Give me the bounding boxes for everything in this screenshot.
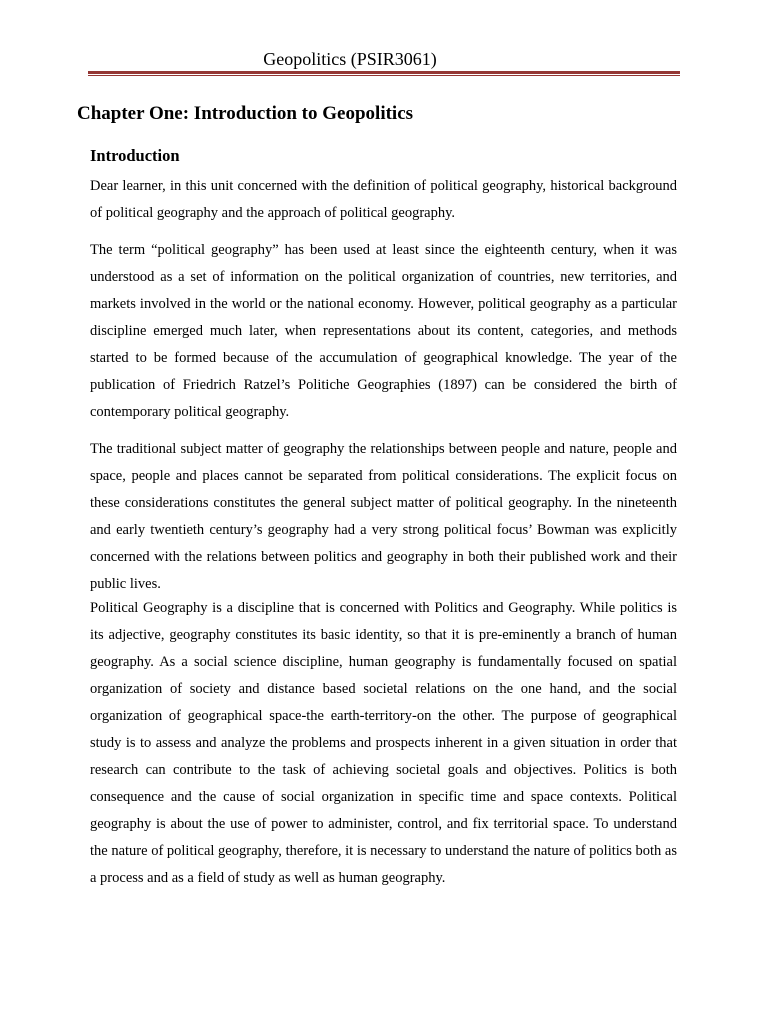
header-rule	[88, 71, 680, 77]
running-header: Geopolitics (PSIR3061)	[263, 49, 437, 69]
chapter-title: Chapter One: Introduction to Geopolitics	[77, 103, 414, 124]
header-rule-thick-line	[88, 71, 680, 74]
paragraph-discipline-definition: Political Geography is a discipline that is concerned with Politics and Geography. While politics is its adjective, geography constitutes its basic identity, so that it is pre-eminently a branch of human geography. As a social science discipline, human geography is fundamentally focused on spatial organization of society and distance based societal relations on the one hand, and the social organization of geographical space-the earth-territory-on the other. The purpose of geographical study is to assess and analyze the problems and prospects inherent in a given situation in order that research can contribute to the task of achieving societal goals and objectives. Politics is both consequence and the cause of social organization in specific time and space contexts. Political geography is about the use of power to administer, control, and fix territorial space. To understand the nature of political geography, therefore, it is necessary to understand the nature of politics both as a process and as a field of study as well as human geography.	[90, 600, 677, 886]
paragraph-subject-matter: The traditional subject matter of geography the relationships between people and nature, people and space, people and places cannot be separated from political considerations. The explicit focus on these considerations constitutes the general subject matter of political geography. In the nineteenth and early twentieth century’s geography had a very strong political focus’ Bowman was explicitly concerned with the relations between politics and geography in both their published work and their public lives.	[90, 441, 677, 592]
header-rule-thin-line	[88, 75, 680, 76]
paragraph-intro: Dear learner, in this unit concerned with the definition of political geography, historical background of political geography and the approach of political geography.	[90, 178, 677, 221]
section-title: Introduction	[90, 146, 180, 165]
paragraph-term-history: The term “political geography” has been used at least since the eighteenth century, when it was understood as a set of information on the political organization of countries, new territories, and markets involved in the world or the national economy. However, political geography as a particular discipline emerged much later, when representations about its content, categories, and methods started to be formed because of the accumulation of geographical knowledge. The year of the publication of Friedrich Ratzel’s Politiche Geographies (1897) can be considered the birth of contemporary political geography.	[90, 242, 677, 420]
